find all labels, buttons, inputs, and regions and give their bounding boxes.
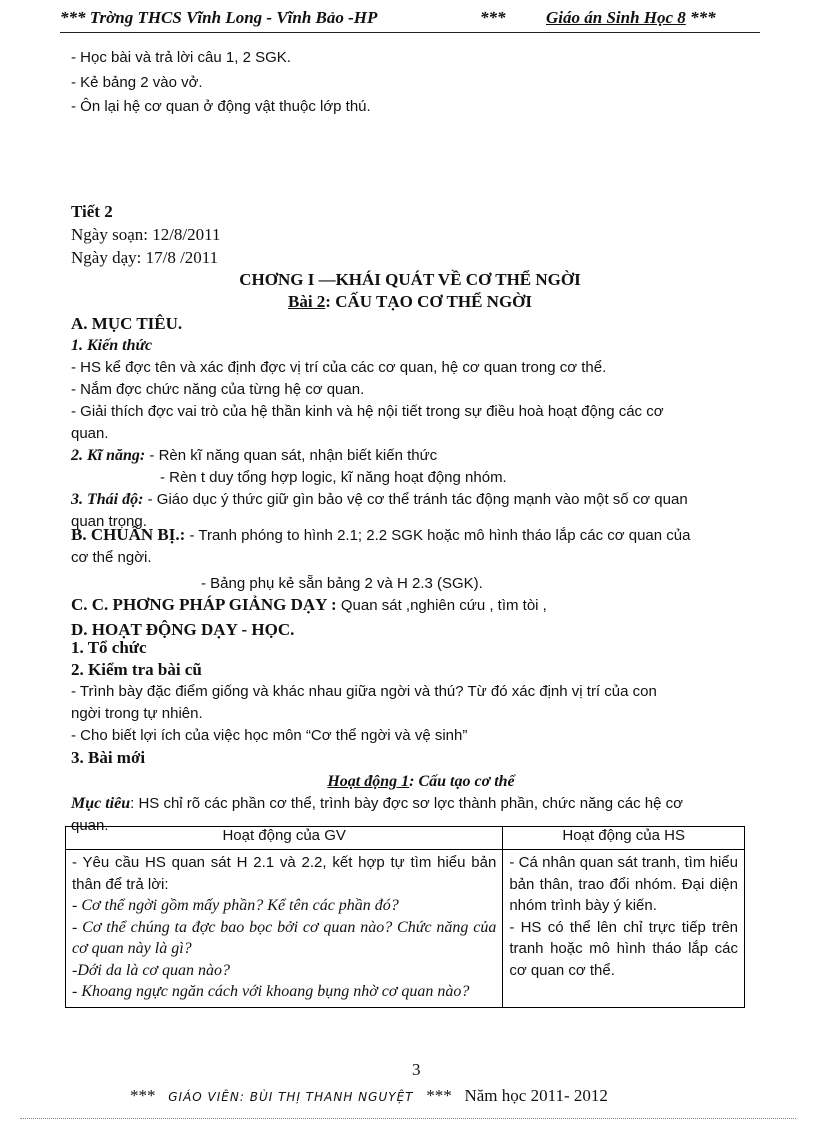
activity-table xyxy=(65,826,745,1008)
activities-heading: D. HOẠT ĐỘNG DẠY - HỌC. xyxy=(71,620,295,639)
gv-question: -Dới da là cơ quan nào? xyxy=(72,961,230,979)
header-subject-label: Giáo án Sinh Học 8 xyxy=(546,8,686,27)
footer-stars-left: *** xyxy=(130,1086,156,1105)
footer-teacher: GIÁO VIÊN: BÙI THỊ THANH NGUYỆT xyxy=(168,1090,414,1104)
gv-question: - Khoang ngực ngăn cách với khoang bụng nhờ cơ quan nào? xyxy=(72,983,470,1000)
attitude-text: - Giáo dục ý thức giữ gìn bảo vệ cơ thể tránh tác động mạnh vào một số cơ quan xyxy=(143,491,688,508)
review-item: - Trình bày đặc điểm giống và khác nhau giữa ngời và thú? Từ đó xác định vị trí của con xyxy=(71,683,657,700)
prep-date: Ngày soạn: 12/8/2011 xyxy=(71,225,221,244)
header-subject xyxy=(546,8,716,28)
goal-text: : HS chỉ rõ các phần cơ thể, trình bày đợc sơ lợc thành phần, chức năng các hệ cơ xyxy=(130,795,683,812)
knowledge-item: - HS kể đợc tên và xác định đợc vị trí của các cơ quan, hệ cơ quan trong cơ thể. xyxy=(71,359,607,376)
page-number: 3 xyxy=(412,1060,421,1079)
preparation-text-2: cơ thể ngời. xyxy=(71,549,152,566)
gv-question: - Cơ thể ngời gồm mấy phần? Kể tên các phần đó? xyxy=(72,897,399,914)
hs-item: - Cá nhân quan sát tranh, tìm hiểu bản thân, trao đổi nhóm. Đại diện nhóm trình bày ý kiến. xyxy=(509,854,738,914)
preparation-text: - Tranh phóng to hình 2.1; 2.2 SGK hoặc mô hình tháo lắp các cơ quan của xyxy=(185,527,691,544)
header-separator: *** xyxy=(480,8,506,27)
activities-section xyxy=(71,594,771,837)
knowledge-item: quan. xyxy=(71,425,109,442)
footer-year: Năm học 2011- 2012 xyxy=(464,1086,608,1105)
objectives-section xyxy=(71,313,771,533)
table-row xyxy=(66,850,745,1008)
skills-text-2: - Rèn t duy tổng hợp logic, kĩ năng hoạt động nhóm. xyxy=(160,469,507,486)
header-school: *** Trờng THCS Vĩnh Long - Vĩnh Bảo -HP xyxy=(60,8,378,27)
methods-text: Quan sát ,nghiên cứu , tìm tòi , xyxy=(336,597,547,614)
header-gv: Hoạt động của GV xyxy=(66,827,503,850)
goal-text-2: quan. xyxy=(71,817,109,834)
knowledge-item: - Giải thích đợc vai trò của hệ thần kinh và hệ nội tiết trong sự điều hoà hoạt động các cơ xyxy=(71,403,664,420)
homework-item: - Kẻ bảng 2 vào vở. xyxy=(71,73,203,91)
gv-question: - Cơ thể chúng ta đợc bao bọc bởi cơ quan nào? Chức năng của cơ quan này là gì? xyxy=(72,918,497,957)
page-header xyxy=(60,6,760,33)
knowledge-item: - Nắm đợc chức năng của từng hệ cơ quan. xyxy=(71,381,365,398)
bottom-divider xyxy=(20,1118,796,1119)
footer-stars-mid: *** xyxy=(426,1086,452,1105)
chapter-title: CHƠNG I —KHÁI QUÁT VỀ CƠ THỂ NGỜI xyxy=(239,270,581,289)
teach-date: Ngày dạy: 17/8 /2011 xyxy=(71,248,219,267)
lesson-number: Bài 2 xyxy=(287,292,326,311)
gv-cell xyxy=(66,850,503,1008)
activity-number: Hoạt động 1 xyxy=(327,773,410,790)
lesson-titles xyxy=(60,269,760,313)
skills-text: - Rèn kĩ năng quan sát, nhận biết kiến thức xyxy=(145,447,438,464)
preparation-section xyxy=(71,524,771,595)
homework-item: - Ôn lại hệ cơ quan ở động vật thuộc lớp thú. xyxy=(71,98,371,115)
gv-item: - Yêu cầu HS quan sát H 2.1 và 2.2, kết hợp tự tìm hiểu bản thân để trả lời: xyxy=(72,854,497,893)
lesson-info xyxy=(71,200,771,269)
org-heading: 1. Tổ chức xyxy=(71,638,147,657)
page-footer xyxy=(130,1086,730,1106)
lesson-title xyxy=(60,291,760,313)
header-stars: *** xyxy=(685,8,716,27)
skills-label: 2. Kĩ năng: xyxy=(71,447,146,464)
preparation-heading: B. CHUẨN BỊ.: xyxy=(71,525,186,544)
preparation-text-3: - Bảng phụ kẻ sẵn bảng 2 và H 2.3 (SGK). xyxy=(201,575,483,592)
activity-title xyxy=(71,771,771,793)
period-label: Tiết 2 xyxy=(71,202,113,221)
attitude-text-2: quan trọng. xyxy=(71,513,147,530)
hs-cell xyxy=(503,850,745,1008)
lesson-name: : CẤU TẠO CƠ THỂ NGỜI xyxy=(325,292,533,311)
review-item: - Cho biết lợi ích của việc học môn “Cơ thể ngời và vệ sinh” xyxy=(71,727,468,744)
homework-list xyxy=(71,46,771,120)
attitude-label: 3. Thái độ: xyxy=(71,491,144,508)
review-heading: 2. Kiểm tra bài cũ xyxy=(71,660,202,679)
knowledge-heading: 1. Kiến thức xyxy=(71,337,153,354)
homework-item: - Học bài và trả lời câu 1, 2 SGK. xyxy=(71,49,291,66)
header-hs: Hoạt động của HS xyxy=(503,827,745,850)
goal-label: Mục tiêu xyxy=(71,795,131,812)
new-lesson-heading: 3. Bài mới xyxy=(71,748,146,767)
hs-item: - HS có thể lên chỉ trực tiếp trên tranh hoặc mô hình tháo lắp các cơ quan cơ thể. xyxy=(509,918,738,979)
table-header-row xyxy=(66,827,745,850)
review-item: ngời trong tự nhiên. xyxy=(71,705,203,722)
activity-name: : Cấu tạo cơ thể xyxy=(409,773,515,790)
objectives-heading: A. MỤC TIÊU. xyxy=(71,314,183,333)
methods-heading: C. C. PHƠNG PHÁP GIẢNG DẠY : xyxy=(71,595,337,614)
